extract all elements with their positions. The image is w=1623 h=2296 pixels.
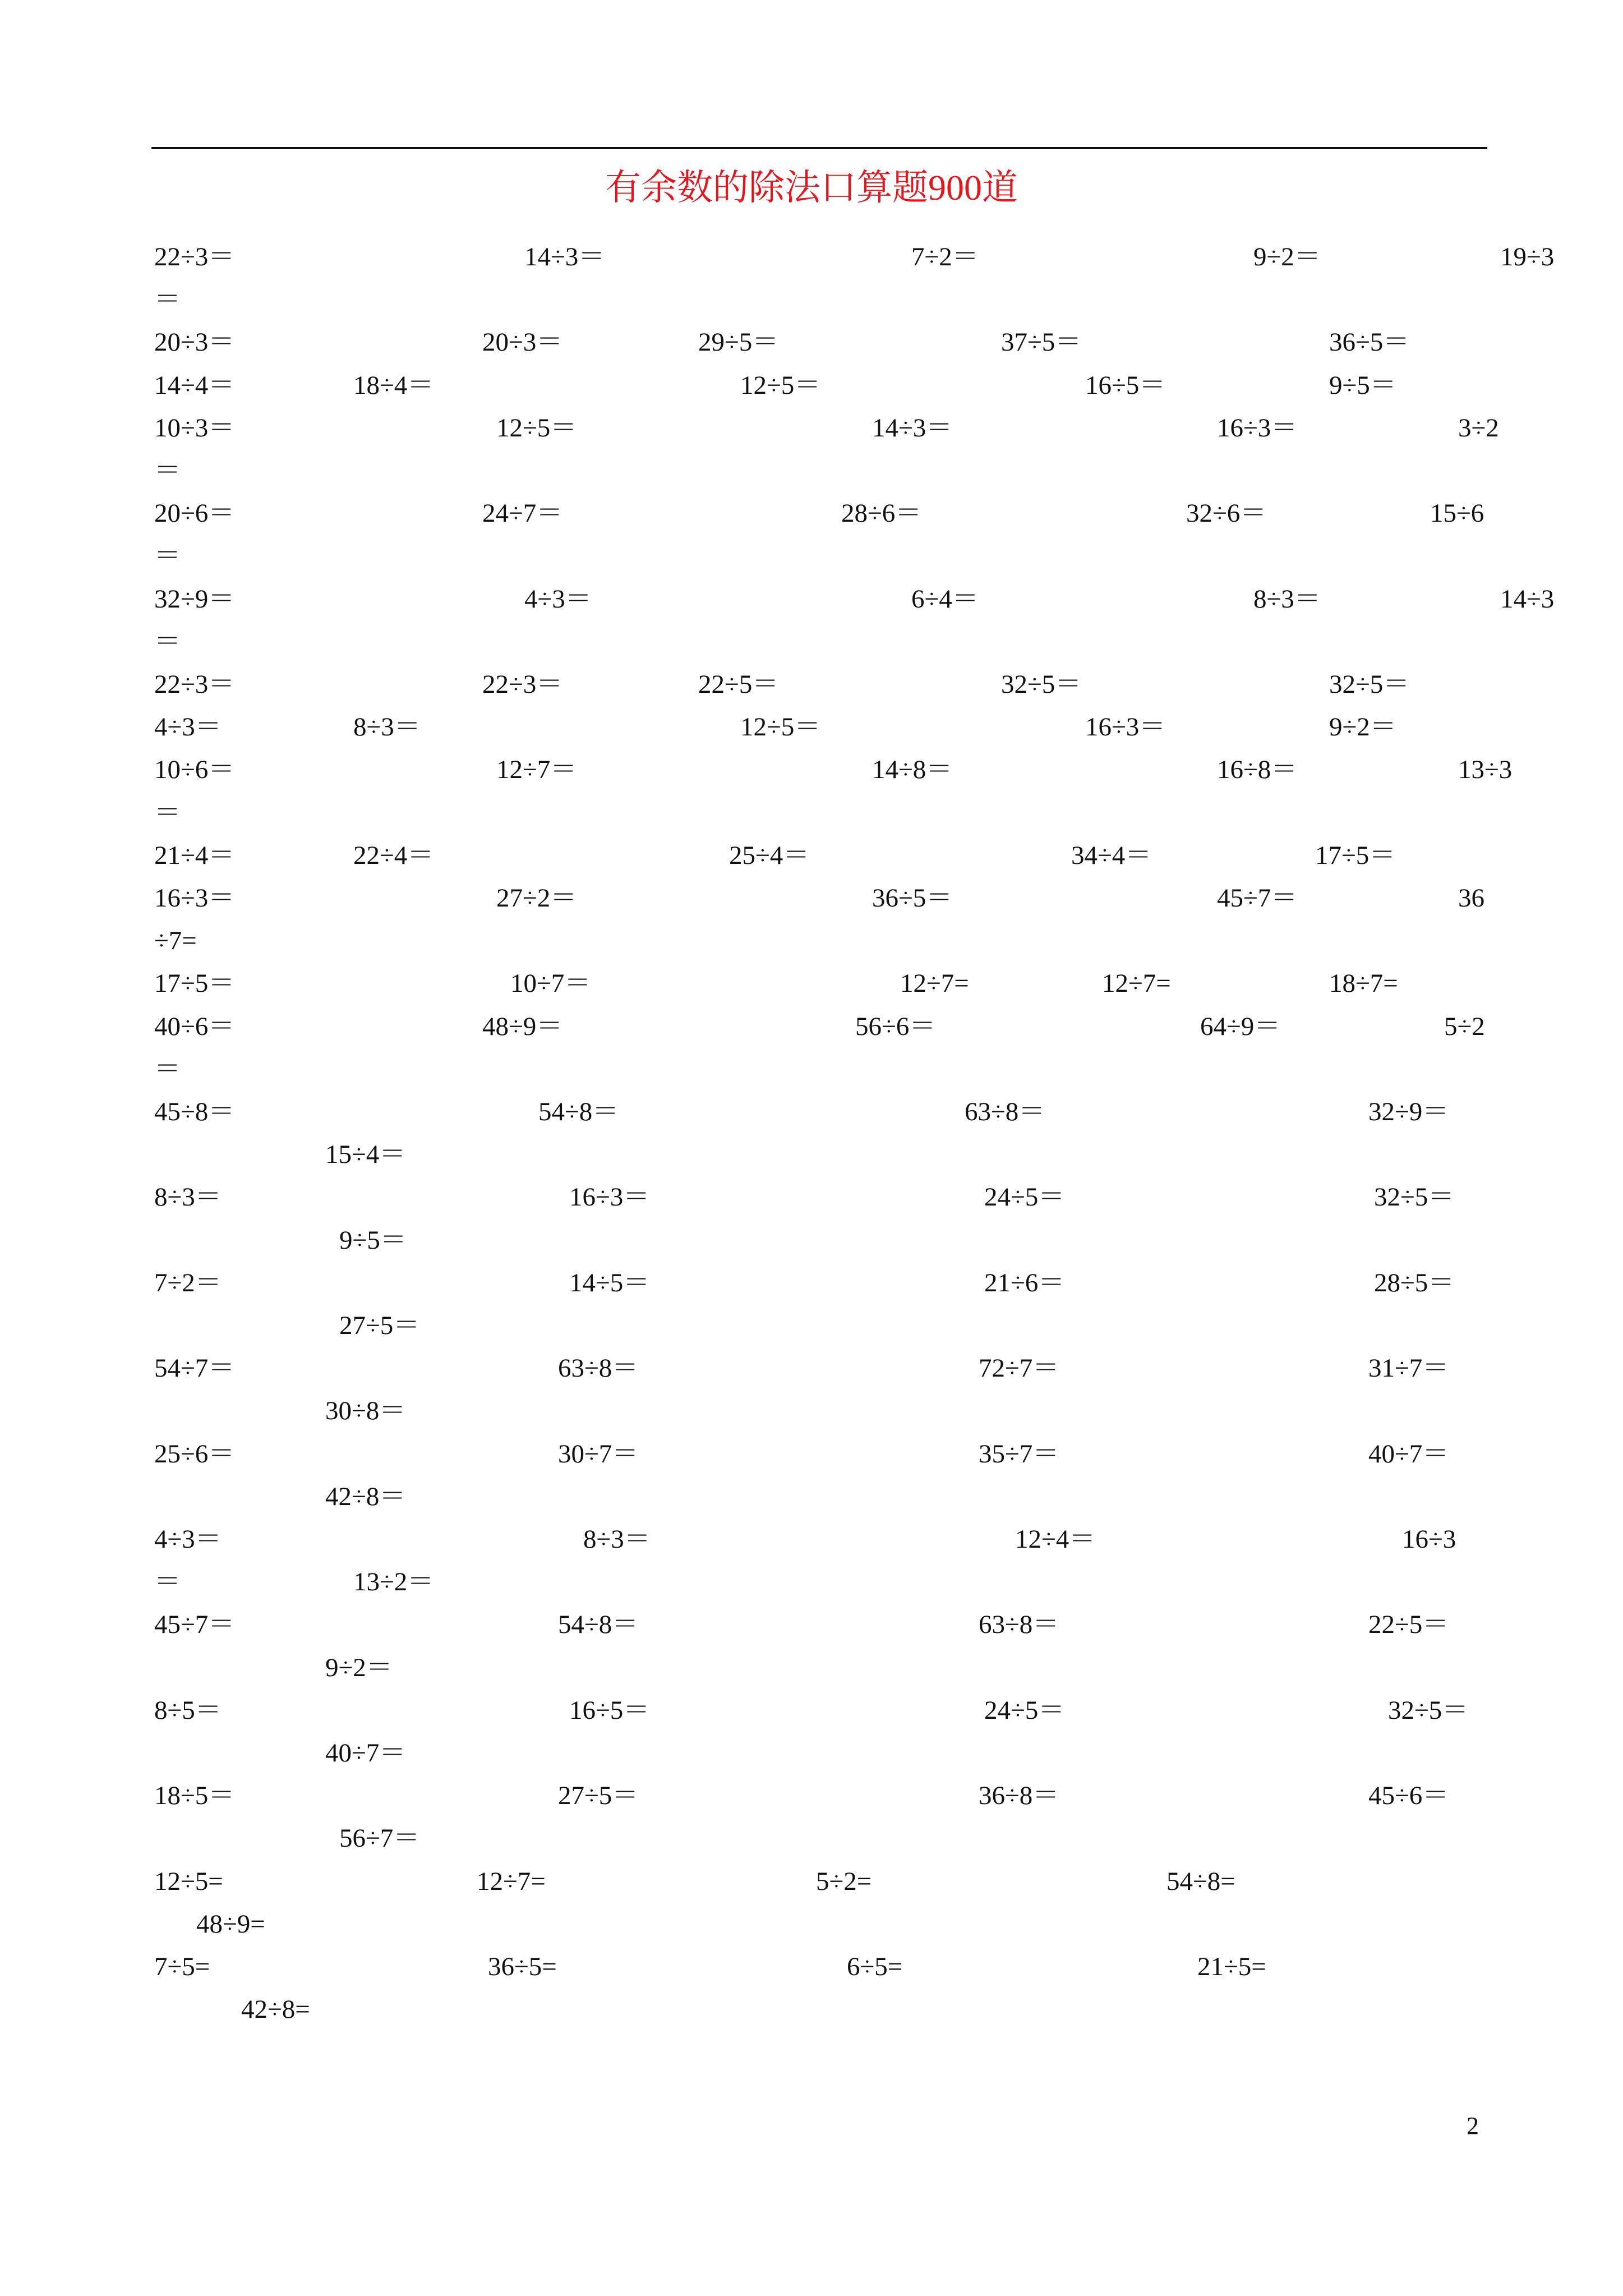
division-problem: 7÷5=	[154, 1952, 210, 1981]
division-problem: 37÷5＝	[1001, 328, 1082, 357]
problem-line	[0, 1518, 1623, 1561]
division-problem: 4÷3＝	[154, 712, 222, 742]
division-problem: 21÷4＝	[154, 840, 235, 870]
problem-line	[0, 492, 1623, 535]
division-problem: 25÷4＝	[729, 840, 810, 870]
division-problem: 9÷2＝	[1329, 712, 1396, 742]
division-problem: 9÷5＝	[339, 1225, 407, 1255]
division-problem: 4÷3＝	[524, 584, 592, 614]
division-problem: 29÷5＝	[698, 328, 779, 357]
problem-line	[0, 1005, 1623, 1048]
division-problem: 56÷7＝	[339, 1824, 420, 1853]
problem-line	[0, 663, 1623, 706]
division-problem: 12÷4＝	[1015, 1525, 1096, 1554]
problem-line	[0, 706, 1623, 748]
division-problem: 40÷7＝	[325, 1738, 406, 1768]
division-problem: 16÷3＝	[569, 1182, 650, 1212]
division-problem: 9÷2＝	[1253, 242, 1321, 272]
problem-line	[0, 1860, 1623, 1903]
problem-line	[0, 321, 1623, 364]
problem-line	[0, 1091, 1623, 1133]
division-problem: 8÷5＝	[154, 1695, 222, 1725]
division-problem: 19÷3	[1500, 242, 1555, 272]
page-number: 2	[1467, 2112, 1479, 2139]
division-problem: ＝	[154, 1567, 181, 1597]
division-problem: 28÷5＝	[1374, 1268, 1455, 1297]
division-problem: 36÷5＝	[1329, 328, 1410, 357]
problem-line	[0, 877, 1623, 919]
problem-line	[0, 1817, 1623, 1860]
division-problem: 18÷4＝	[353, 370, 434, 400]
division-problem: 25÷6＝	[154, 1439, 235, 1469]
division-problem: 7÷2＝	[911, 242, 979, 272]
division-problem: 16÷5＝	[1085, 370, 1166, 400]
division-problem: 32÷9＝	[1368, 1097, 1449, 1126]
division-problem: 32÷9＝	[154, 584, 235, 614]
division-problem: 54÷8=	[1166, 1866, 1235, 1896]
problem-line	[0, 1689, 1623, 1732]
division-problem: 72÷7＝	[979, 1354, 1059, 1383]
division-problem: ＝	[154, 798, 181, 827]
problem-line	[0, 578, 1623, 620]
division-problem: 35÷7＝	[979, 1439, 1059, 1469]
division-problem: 9÷2＝	[325, 1653, 393, 1682]
division-problem: 40÷7＝	[1368, 1439, 1449, 1469]
division-problem: 54÷8＝	[558, 1610, 639, 1640]
division-problem: 10÷7＝	[510, 969, 591, 999]
division-problem: 56÷6＝	[855, 1011, 936, 1041]
division-problem: 48÷9=	[196, 1909, 265, 1939]
division-problem: 28÷6＝	[841, 499, 922, 528]
division-problem: 24÷7＝	[482, 499, 563, 528]
problem-line	[0, 834, 1623, 877]
division-problem: 27÷5＝	[339, 1311, 420, 1340]
division-problem: 21÷6＝	[984, 1268, 1065, 1297]
problem-line	[0, 236, 1623, 278]
division-problem: 34÷4＝	[1071, 840, 1152, 870]
division-problem: 14÷3＝	[524, 242, 605, 272]
division-problem: 32÷5＝	[1374, 1182, 1455, 1212]
division-problem: 16÷8＝	[1217, 755, 1298, 785]
division-problem: 22÷4＝	[353, 840, 434, 870]
division-problem: 12÷7=	[1102, 969, 1171, 999]
division-problem: 20÷3＝	[154, 328, 235, 357]
division-problem: 36	[1458, 884, 1484, 913]
division-problem: 14÷5＝	[569, 1268, 650, 1297]
division-problem: 3÷2	[1458, 413, 1499, 443]
problem-line	[0, 1732, 1623, 1774]
division-problem: 15÷4＝	[325, 1140, 406, 1170]
division-problem: ＝	[154, 1054, 181, 1084]
division-problem: 10÷3＝	[154, 413, 235, 443]
problem-line	[0, 1133, 1623, 1176]
problem-line	[0, 449, 1623, 492]
division-problem: 12÷5=	[154, 1866, 223, 1896]
division-problem: 8÷3＝	[583, 1525, 651, 1554]
division-problem: 64÷9＝	[1200, 1011, 1281, 1041]
division-problem: 45÷7＝	[154, 1610, 235, 1640]
problem-line	[0, 1347, 1623, 1389]
division-problem: 22÷5＝	[698, 670, 779, 699]
division-problem: 32÷5＝	[1329, 670, 1410, 699]
division-problem: 8÷3＝	[1253, 584, 1321, 614]
division-problem: 31÷7＝	[1368, 1354, 1449, 1383]
division-problem: 24÷5＝	[984, 1182, 1065, 1212]
division-problem: 12÷7=	[900, 969, 969, 999]
division-problem: 22÷5＝	[1368, 1610, 1449, 1640]
division-problem: 14÷4＝	[154, 370, 235, 400]
problem-line	[0, 278, 1623, 321]
division-problem: 45÷7＝	[1217, 884, 1298, 913]
division-problem: 63÷8＝	[965, 1097, 1045, 1126]
problem-line	[0, 1304, 1623, 1347]
division-problem: 16÷3＝	[1085, 712, 1166, 742]
division-problem: 14÷3＝	[872, 413, 953, 443]
problem-line	[0, 1262, 1623, 1304]
division-problem: 6÷5=	[847, 1952, 903, 1981]
division-problem: 54÷8＝	[538, 1097, 619, 1126]
division-problem: 36÷8＝	[979, 1781, 1059, 1811]
division-problem: ＝	[154, 456, 181, 485]
division-problem: 9÷5＝	[1329, 370, 1396, 400]
division-problem: 16÷3	[1402, 1525, 1456, 1554]
division-problem: 42÷8=	[241, 1995, 310, 2024]
problem-line	[0, 1389, 1623, 1432]
division-problem: 20÷6＝	[154, 499, 235, 528]
problem-line	[0, 620, 1623, 663]
division-problem: 18÷5＝	[154, 1781, 235, 1811]
division-problem: 12÷7=	[477, 1866, 546, 1896]
division-problem: 22÷3＝	[154, 670, 235, 699]
division-problem: 40÷6＝	[154, 1011, 235, 1041]
problem-line	[0, 407, 1623, 449]
division-problem: 32÷5＝	[1388, 1695, 1469, 1725]
problem-line	[0, 1475, 1623, 1518]
division-problem: 32÷6＝	[1186, 499, 1267, 528]
page-title: 有余数的除法口算题900道	[605, 168, 1018, 208]
division-problem: 32÷5＝	[1001, 670, 1082, 699]
division-problem: 20÷3＝	[482, 328, 563, 357]
division-problem: 36÷5=	[488, 1952, 557, 1981]
division-problem: 16÷3＝	[154, 884, 235, 913]
problem-line	[0, 364, 1623, 407]
problem-line	[0, 748, 1623, 791]
problem-line	[0, 1945, 1623, 1988]
division-problem: 6÷4＝	[911, 584, 979, 614]
division-problem: 5÷2=	[816, 1866, 872, 1896]
division-problem: 15÷6	[1430, 499, 1484, 528]
division-problem: 63÷8＝	[558, 1354, 639, 1383]
problem-line	[0, 1048, 1623, 1091]
division-problem: ÷7=	[154, 926, 197, 956]
division-problem: 17÷5＝	[1315, 840, 1396, 870]
division-problem: ＝	[154, 627, 181, 656]
division-problem: 17÷5＝	[154, 969, 235, 999]
division-problem: 14÷3	[1500, 584, 1555, 614]
problem-line	[0, 1176, 1623, 1218]
division-problem: ＝	[154, 541, 181, 571]
division-problem: ＝	[154, 285, 181, 315]
problem-line	[0, 792, 1623, 834]
division-problem: 12÷5＝	[740, 712, 821, 742]
division-problem: 54÷7＝	[154, 1354, 235, 1383]
division-problem: 21÷5=	[1197, 1952, 1266, 1981]
problem-line	[0, 962, 1623, 1005]
division-problem: 12÷7＝	[496, 755, 577, 785]
problem-line	[0, 1433, 1623, 1475]
division-problem: 8÷3＝	[353, 712, 421, 742]
division-problem: 12÷5＝	[496, 413, 577, 443]
division-problem: 7÷2＝	[154, 1268, 222, 1297]
problem-line	[0, 1646, 1623, 1689]
problem-line	[0, 1903, 1623, 1945]
division-problem: 24÷5＝	[984, 1695, 1065, 1725]
division-problem: 5÷2	[1444, 1011, 1485, 1041]
division-problem: 13÷3	[1458, 755, 1513, 785]
division-problem: 63÷8＝	[979, 1610, 1059, 1640]
problem-line	[0, 1988, 1623, 2031]
problem-line	[0, 919, 1623, 962]
problem-line	[0, 1219, 1623, 1262]
header-rule	[151, 147, 1487, 149]
problem-line	[0, 535, 1623, 577]
division-problem: 30÷7＝	[558, 1439, 639, 1469]
division-problem: 10÷6＝	[154, 755, 235, 785]
problem-line	[0, 1774, 1623, 1817]
problem-line	[0, 1561, 1623, 1603]
division-problem: 13÷2＝	[353, 1567, 434, 1597]
division-problem: 45÷8＝	[154, 1097, 235, 1126]
division-problem: 27÷5＝	[558, 1781, 639, 1811]
division-problem: 27÷2＝	[496, 884, 577, 913]
division-problem: 30÷8＝	[325, 1396, 406, 1426]
division-problem: 8÷3＝	[154, 1182, 222, 1212]
division-problem: 16÷5＝	[569, 1695, 650, 1725]
division-problem: 14÷8＝	[872, 755, 953, 785]
division-problem: 18÷7=	[1329, 969, 1398, 999]
division-problem: 22÷3＝	[154, 242, 235, 272]
division-problem: 42÷8＝	[325, 1481, 406, 1511]
division-problem: 12÷5＝	[740, 370, 821, 400]
division-problem: 36÷5＝	[872, 884, 953, 913]
division-problem: 22÷3＝	[482, 670, 563, 699]
division-problem: 48÷9＝	[482, 1011, 563, 1041]
problem-line	[0, 1603, 1623, 1646]
division-problem: 4÷3＝	[154, 1525, 222, 1554]
division-problem: 45÷6＝	[1368, 1781, 1449, 1811]
division-problem: 16÷3＝	[1217, 413, 1298, 443]
